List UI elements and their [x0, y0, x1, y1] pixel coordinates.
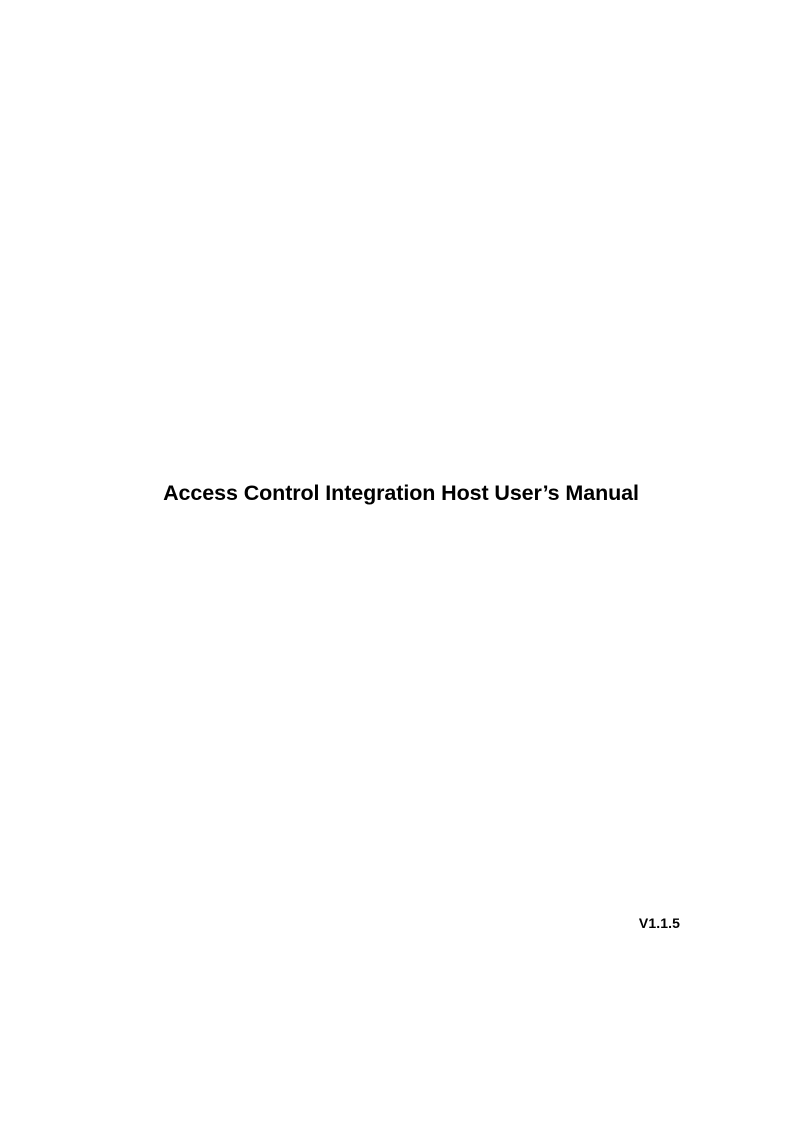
page-title: Access Control Integration Host User’s Manual	[163, 481, 639, 505]
version-label: V1.1.5	[638, 915, 680, 931]
